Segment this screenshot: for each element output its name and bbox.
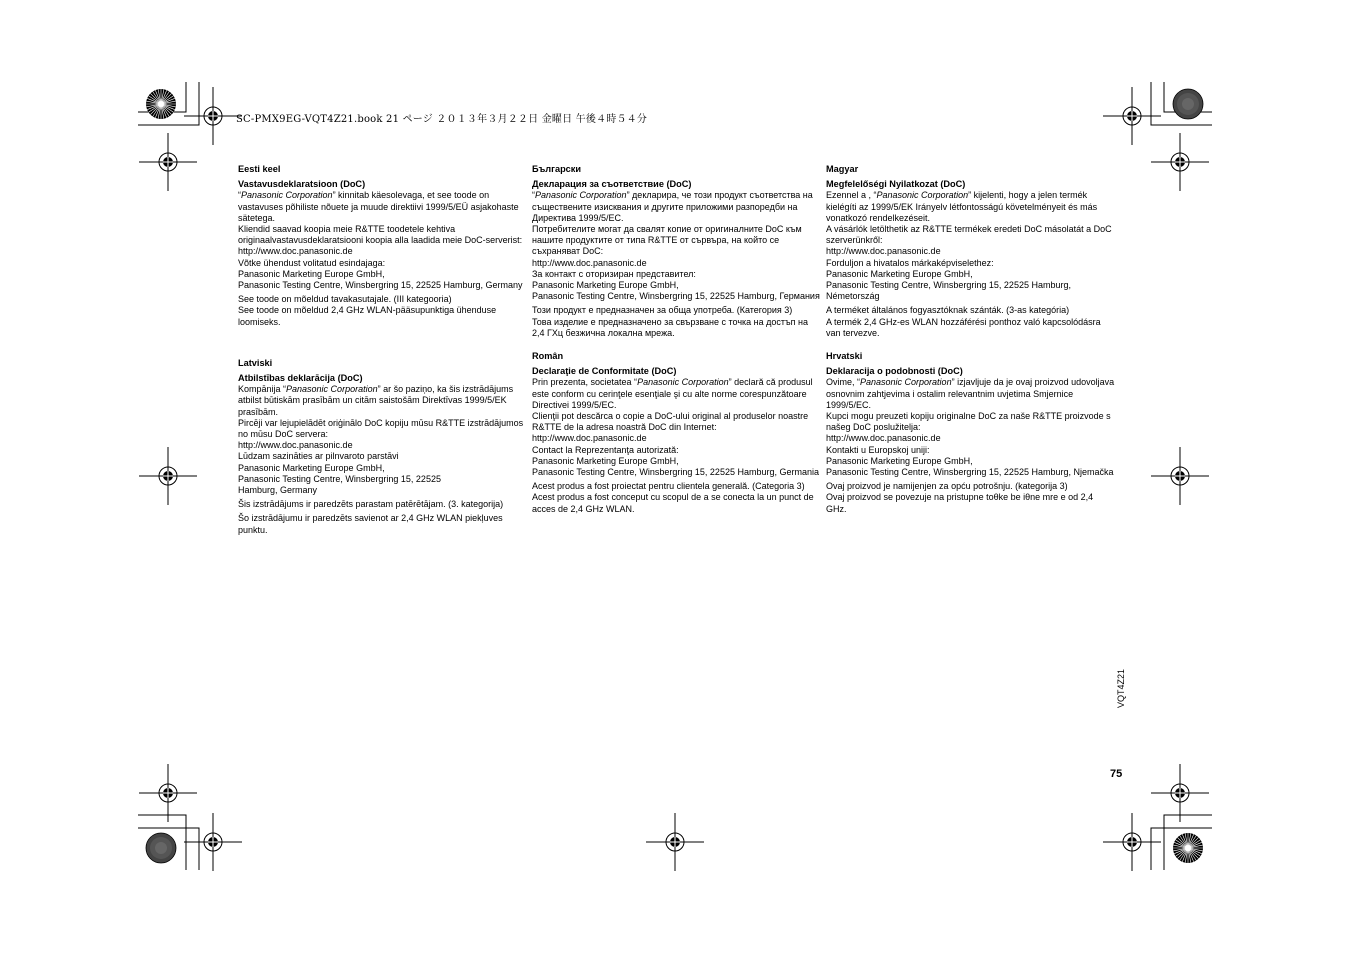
column-middle <box>532 164 822 515</box>
note-text: Acest produs a fost proiectat pentru clientela generală. (Categoria 3) Acest produs a fost conceput cu scopul de a se conecta la un punct de acces de 2,4 GHz WLAN. <box>532 481 814 514</box>
intro-text <box>826 190 1116 224</box>
intro-text <box>532 377 822 411</box>
intro-prefix: Kompānija “ <box>238 384 287 395</box>
section-estonian <box>238 164 528 328</box>
intro-suffix: ” declară că produsul este conform cu cerinţele esenţiale şi cu alte norme corespunzătoare Directivei 1999/5/EC. <box>532 377 813 410</box>
intro-text <box>826 377 1116 411</box>
section-romanian <box>532 351 822 515</box>
intro-prefix: “ <box>532 190 535 201</box>
intro-text <box>238 384 528 418</box>
column-left <box>238 164 528 536</box>
section-title: Vastavusdeklaratsioon (DoC) <box>238 179 366 190</box>
note-text: Šis izstrādājums ir paredzēts parastam patērētājam. (3. kategorija) <box>238 499 504 510</box>
intro-suffix: ” ar šo paziņo, ka šis izstrādājums atbilst būtiskām prasībām un citām saistošām Direktīvas 1999/5/EK prasībām. <box>238 384 514 417</box>
language-heading: Hrvatski <box>826 351 863 362</box>
intro-text <box>532 190 822 224</box>
section-title: Deklaracija o podobnosti (DoC) <box>826 366 963 377</box>
note-text: See toode on mõeldud 2,4 GHz WLAN-pääsupunktiga ühenduse loomiseks. <box>238 305 497 327</box>
section-title: Declaraţie de Conformitate (DoC) <box>532 366 677 377</box>
intro-text <box>238 190 528 224</box>
intro-prefix: Prin prezenta, societatea “ <box>532 377 638 388</box>
language-heading: Român <box>532 351 564 362</box>
company-name: Panasonic Corporation <box>637 377 729 388</box>
body-text: Clienţii pot descărca o copie a DoC-ului original al produselor noastre R&TTE de la adresa noastră DoC din Internet: http://www.doc.panasonic.de Contact la Reprezentanţa autorizată: Panasonic Marketing Europe GmbH, Panasonic Testing Centre, Winsbergring 15, 22525 Hamburg, Germania <box>532 411 819 478</box>
intro-prefix: Ovime, “ <box>826 377 861 388</box>
language-heading: Български <box>532 164 582 174</box>
section-title: Декларация за съответствие (DoC) <box>532 179 692 190</box>
language-heading: Latviski <box>238 357 273 368</box>
body-text: Потребителите могат да свалят копие от оригиналните DoC към нашите продуктите от типа R&TTE от сървъра, на който се съхраняват DoC: http://www.doc.panasonic.de За контакт с оторизиран представител: Panasonic Marketing Europe GmbH, Panasonic Testing Centre, Winsbergring 15, 22525 Hamburg, Германия <box>532 224 820 302</box>
intro-suffix: ” izjavljuje da je ovaj proizvod udovoljava osnovnim zahtjevima i ostalim relevantnim uvjetima Smjernice 1999/5/EC. <box>826 377 1115 410</box>
intro-suffix: ” kinnitab käesolevaga, et see toode on vastavuses põhiliste nõuete ja muude direktiivi 1999/5/EÜ asjakohaste sätetega. <box>238 190 519 223</box>
page-number: 75 <box>1110 768 1123 780</box>
company-name: Panasonic Corporation <box>535 190 627 201</box>
print-header: SC-PMX9EG-VQT4Z21.book 21 ページ ２０１３年３月２２日 金曜日 午後４時５４分 <box>236 114 648 125</box>
section-title: Megfelelőségi Nyilatkozat (DoC) <box>826 179 966 190</box>
intro-prefix: “ <box>238 190 241 201</box>
intro-prefix: Ezennel a , “ <box>826 190 877 201</box>
intro-suffix: ” декларира, че този продукт съответства на съществените изисквания и другите приложими разпоредби на Директива 1999/5/EC. <box>532 190 813 223</box>
note-text: A terméket általános fogyasztóknak szánták. (3-as kategória) A termék 2,4 GHz-es WLAN hozzáférési ponthoz való kapcsolódásra van tervezve. <box>826 305 1101 338</box>
note-text: Този продукт е предназначен за обща употреба. (Категория 3) Това изделие е предназначено за свързване с точка на достъп на 2,4 ГХц безжична локална мрежа. <box>532 305 808 338</box>
company-name: Panasonic Corporation <box>876 190 969 201</box>
note-text: Ovaj proizvod je namijenjen za opću potrošnju. (kategorija 3) Ovaj proizvod se povezuje na pristupne toθke be iθne mre e od 2,4 GHz. <box>826 481 1094 514</box>
body-text: Kupci mogu preuzeti kopiju originalne DoC za naše R&TTE proizvode s našeg DoC poslužitelja: http://www.doc.panasonic.de Kontakti u Europskoj uniji: Panasonic Marketing Europe GmbH, Panasonic Testing Centre, Winsbergring 15, 22525 Hamburg, Njemačka <box>826 411 1114 478</box>
section-latvian <box>238 358 528 536</box>
body-text: Kliendid saavad koopia meie R&TTE toodetele kehtiva originaalvastavusdeklaratsiooni koopia alla laadida meie DoC-serverist: http://www.doc.panasonic.de Võtke ühendust volitatud esindajaga: Panasonic Marketing Europe GmbH, Panasonic Testing Centre, Winsbergring 15, 22525 Hamburg, Germany <box>238 224 523 291</box>
company-name: Panasonic Corporation <box>241 190 333 201</box>
note-text: See toode on mõeldud tavakasutajale. (III kategooria) <box>238 294 452 305</box>
document-code: VQT4Z21 <box>1116 668 1126 708</box>
body-text: Pircēji var lejupielādēt oriģinālo DoC kopiju mūsu R&TTE izstrādājumos no mūsu DoC servera: http://www.doc.panasonic.de Lūdzam sazināties ar pilnvaroto parstāvi Panasonic Marketing Europe GmbH, Panasonic Testing Centre, Winsbergring 15, 22525 Hamburg, Germany <box>238 417 524 496</box>
note-text: Šo izstrādājumu ir paredzēts savienot ar 2,4 GHz WLAN piekļuves punktu. <box>238 513 503 535</box>
column-right <box>826 164 1116 515</box>
section-bulgarian <box>532 164 822 339</box>
intro-suffix: ” kijelenti, hogy a jelen termék kielégíti az 1999/5/EK Irányelv létfontosságú követelményeit és más vonatkozó rendelkezéseit. <box>826 190 1098 223</box>
language-heading: Magyar <box>826 164 859 174</box>
body-text: A vásárlók letölthetik az R&TTE termékek eredeti DoC másolatát a DoC szerverünkről: http://www.doc.panasonic.de Forduljon a hivatalos márkaképviselethez: Panasonic Marketing Europe GmbH, Panasonic Testing Centre, Winsbergring 15, 22525 Hamburg, Németország <box>826 224 1112 302</box>
section-hungarian <box>826 164 1116 339</box>
section-title: Atbilstības deklarācija (DoC) <box>238 373 363 384</box>
language-heading: Eesti keel <box>238 164 281 174</box>
company-name: Panasonic Corporation <box>286 384 378 395</box>
company-name: Panasonic Corporation <box>860 377 952 388</box>
section-croatian <box>826 351 1116 515</box>
